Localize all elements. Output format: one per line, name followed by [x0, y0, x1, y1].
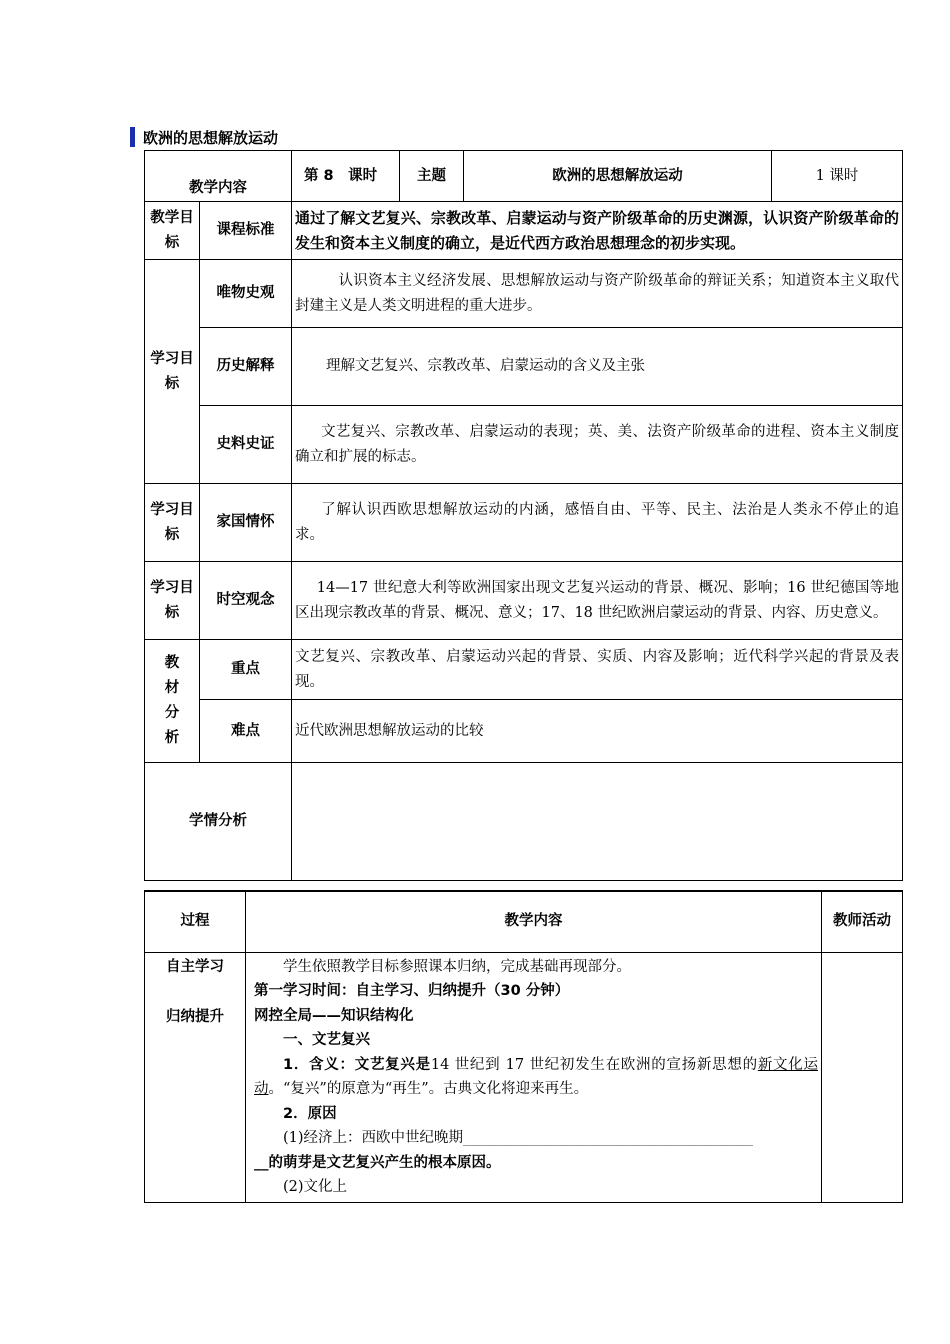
learning-goal-label: 学习目标 — [145, 562, 200, 640]
learner-analysis-label: 学情分析 — [145, 763, 292, 881]
content-column-header: 教学内容 — [246, 891, 822, 952]
content-subtitle: 2．原因 — [283, 1105, 337, 1122]
content-text: 14 世纪到 17 世纪初发生在欧洲的宣扬新思想的 — [430, 1056, 758, 1073]
content-text: (1)经济上：西欧中世纪晚期 — [283, 1130, 464, 1146]
content-line: __的萌芽是文艺复兴产生的根本原因。 — [254, 1154, 501, 1171]
content-line: (2)文化上 — [283, 1179, 348, 1195]
difficult-point-text: 近代欧洲思想解放运动的比较 — [292, 700, 903, 763]
content-line: 网控全局——知识结构化 — [254, 1007, 414, 1024]
teacher-activity-content — [822, 952, 903, 1202]
textbook-analysis-label: 教材分析 — [145, 640, 200, 763]
stage-label: 自主学习 — [166, 958, 224, 975]
stage-label: 归纳提升 — [166, 1008, 224, 1025]
spacetime-label: 时空观念 — [200, 562, 292, 640]
process-stage — [145, 952, 246, 1202]
content-line — [254, 1126, 818, 1151]
key-point-text: 文艺复兴、宗教改革、启蒙运动兴起的背景、实质、内容及影响；近代科学兴起的背景及表现。 — [292, 640, 903, 700]
goal-label: 教学目标 — [145, 202, 200, 260]
curriculum-text: 通过了解文艺复兴、宗教改革、启蒙运动与资产阶级革命的历史渊源，认识资产阶级革命的发生和资本主义制度的确立，是近代西方政治思想理念的初步实现。 — [292, 202, 903, 260]
content-line: 学生依照教学目标参照课本归纳，完成基础再现部分。 — [283, 958, 631, 975]
topic-label: 主题 — [400, 151, 464, 202]
lesson-plan-table — [144, 150, 903, 881]
process-content — [246, 952, 822, 1202]
section-heading — [130, 127, 278, 147]
patriot-text: 了解认识西欧思想解放运动的内涵，感悟自由、平等、民主、法治是人类永不停止的追求。 — [292, 484, 903, 562]
heading-accent-bar — [130, 127, 135, 147]
content-label: 1．含义：文艺复兴是 — [283, 1056, 431, 1073]
process-table — [144, 890, 903, 1203]
learning-goal-label: 学习目标 — [145, 484, 200, 562]
content-text: 。“复兴”的原意为“再生”。古典文化将迎来再生。 — [268, 1081, 589, 1097]
teaching-content-label: 教学内容 — [145, 151, 292, 202]
heading-title: 欧洲的思想解放运动 — [143, 128, 279, 147]
teacher-column-header: 教师活动 — [822, 891, 903, 952]
objective-label: 史料史证 — [200, 406, 292, 484]
objective-text: 理解文艺复兴、宗教改革、启蒙运动的含义及主张 — [292, 328, 903, 406]
patriot-label: 家国情怀 — [200, 484, 292, 562]
spacetime-text: 14—17 世纪意大利等欧洲国家出现文艺复兴运动的背景、概况、影响；16 世纪德国等地区出现宗教改革的背景、概况、意义；17、18 世纪欧洲启蒙运动的背景、内容、历史意义。 — [292, 562, 903, 640]
objective-label: 唯物史观 — [200, 260, 292, 328]
process-column-header: 过程 — [145, 891, 246, 952]
lesson-number: 第 8 课时 — [292, 151, 400, 202]
objective-label: 历史解释 — [200, 328, 292, 406]
difficult-point-label: 难点 — [200, 700, 292, 763]
underlined-term: 新文化运动 — [254, 1056, 819, 1097]
key-point-label: 重点 — [200, 640, 292, 700]
content-paragraph — [254, 1053, 818, 1102]
learning-goal-label: 学习目标 — [145, 260, 200, 484]
fill-blank: ________________________________________ — [463, 1130, 754, 1146]
lesson-hours: 1 课时 — [772, 151, 903, 202]
topic-value: 欧洲的思想解放运动 — [464, 151, 772, 202]
curriculum-label: 课程标准 — [200, 202, 292, 260]
section-title: 一、文艺复兴 — [283, 1032, 370, 1048]
content-line: 第一学习时间：自主学习、归纳提升（30 分钟） — [254, 983, 570, 999]
objective-text: 认识资本主义经济发展、思想解放运动与资产阶级革命的辩证关系；知道资本主义取代封建主义是人类文明进程的重大进步。 — [292, 260, 903, 328]
learner-analysis-content — [292, 763, 903, 881]
objective-text: 文艺复兴、宗教改革、启蒙运动的表现；英、美、法资产阶级革命的进程、资本主义制度确立和扩展的标志。 — [292, 406, 903, 484]
